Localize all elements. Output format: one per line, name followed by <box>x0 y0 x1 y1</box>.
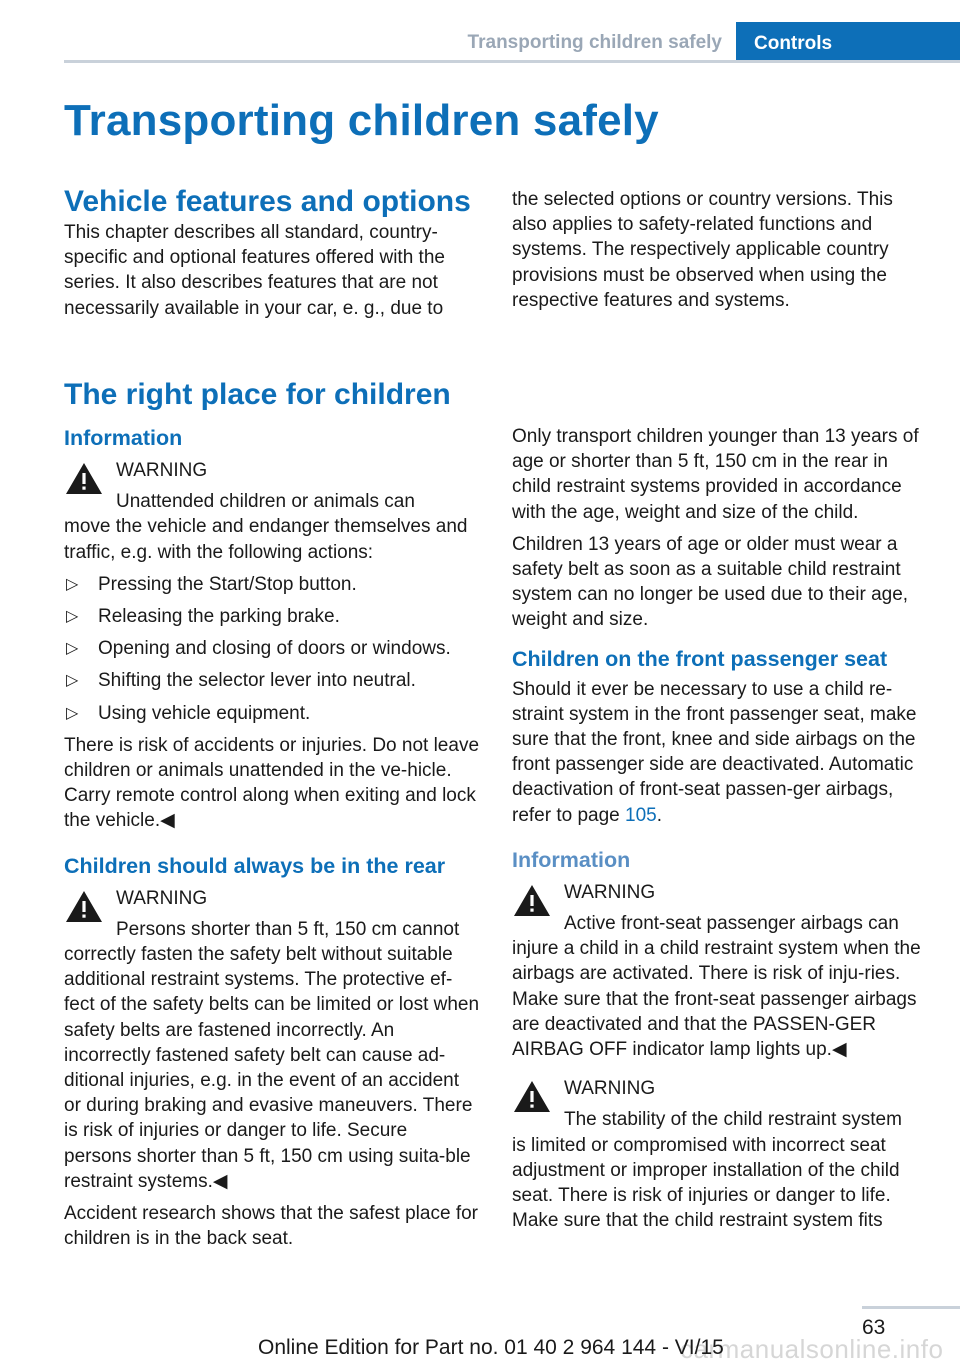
list-item-text: Releasing the parking brake. <box>98 606 340 628</box>
accident-research-text: Accident research shows that the safest place for children is in the back seat. <box>64 1203 478 1250</box>
list-item-text: Opening and closing of doors or windows. <box>98 638 451 660</box>
list-item <box>64 636 480 661</box>
page-title: Transporting children safely <box>64 96 659 145</box>
front-seat-text-body: Should it ever be necessary to use a child re-straint system in the front passenger seat, make sure that the front, knee and side airbags on the front passenger side are deactivated. Automatic deactivation of front-seat passen-ger airbags, refer to page <box>512 678 917 826</box>
right-column <box>512 424 928 1240</box>
footer-divider <box>862 1306 960 1309</box>
warning-text-line: Persons shorter than 5 ft, 150 cm cannot <box>116 918 460 940</box>
list-item <box>64 572 480 597</box>
warning-text: move the vehicle and endanger themselves and traffic, e.g. with the following actions: <box>64 516 468 563</box>
warning-conclusion: There is risk of accidents or injuries. Do not leave children or animals unattended in the ve-hicle. Carry remote control along when exiting and lock the vehicle.◀ <box>64 734 480 832</box>
warning-text: injure a child in a child restraint system when the airbags are activated. There is risk of inju-ries. Make sure that the front-seat passenger airbags are deactivated and that the PASSEN-GER AIRBAG OFF indicator lamp lights up.◀ <box>512 938 921 1061</box>
header-divider <box>64 60 960 63</box>
vehicle-features-left <box>64 184 480 328</box>
list-item-text: Shifting the selector lever into neutral. <box>98 670 416 692</box>
warning-label: WARNING <box>116 460 208 481</box>
warning-text-line: Active front-seat passenger airbags can <box>564 913 899 935</box>
vehicle-features-text-right: the selected options or country versions. This also applies to safety-related functions and systems. The respectively applicable country provisions must be observed when using the respective features and systems. <box>512 189 893 311</box>
footer-edition: Online Edition for Part no. 01 40 2 964 144 - VI/15 <box>258 1336 724 1359</box>
left-column <box>64 424 480 1258</box>
warning-label: WARNING <box>564 1078 656 1100</box>
front-seat-heading: Children on the front passenger seat <box>512 646 888 671</box>
warning-label: WARNING <box>116 887 208 909</box>
rear-transport-text: Only transport children younger than 13 years of age or shorter than 5 ft, 150 cm in the rear in child restraint systems provided in accordance with the age, weight and size of the child. <box>512 426 919 523</box>
warning-short-persons <box>64 886 480 1194</box>
warning-icon <box>512 1078 552 1114</box>
rear-seat-heading: Children should always be in the rear <box>64 853 446 878</box>
warning-text: is limited or compromised with incorrect seat adjustment or improper installation of the child seat. There is risk of injuries or danger to life. Make sure that the child restraint system fits <box>512 1134 900 1232</box>
right-place-heading: The right place for children <box>64 378 451 411</box>
warning-airbags <box>512 880 928 1062</box>
watermark: carmanualsonline.info <box>680 1334 944 1362</box>
right-place-heading-wrap <box>64 377 564 413</box>
header-section-title: Transporting children safely <box>467 32 722 53</box>
list-item <box>64 604 480 629</box>
vehicle-features-heading: Vehicle features and options <box>64 185 471 218</box>
warning-text-line: The stability of the child restraint system <box>564 1109 902 1131</box>
list-item <box>64 701 480 726</box>
information-heading-2: Information <box>512 847 631 872</box>
header-chapter-tab[interactable]: Controls <box>736 22 960 63</box>
vehicle-features-right <box>512 187 928 320</box>
warning-icon <box>512 882 552 918</box>
triangle-bullet-icon: ▷ <box>66 608 79 626</box>
triangle-bullet-icon: ▷ <box>66 640 79 658</box>
warning-label: WARNING <box>564 881 656 903</box>
front-seat-text-end: . <box>656 804 663 826</box>
vehicle-features-text-left: This chapter describes all standard, country-specific and optional features offered with the series. It also describes features that are not necessarily available in your car, e. g., due to <box>64 222 445 319</box>
older-children-text: Children 13 years of age or older must wear a safety belt as soon as a suitable child restraint system can no longer be used due to their age, weight and size. <box>512 533 909 631</box>
list-item-text: Using vehicle equipment. <box>98 702 311 724</box>
warning-icon <box>64 460 104 496</box>
page-reference-link[interactable]: 105 <box>625 804 657 826</box>
warning-text: correctly fasten the safety belt without suitable additional restraint systems. The protective ef-fect of the safety belts can be limited or lost when safety belts are fastened incorrectly. An incorrectly fastened safety belt can cause ad-ditional injuries, e.g. in the event of an accident or during braking and evasive maneuvers. There is risk of injuries or danger to life. Secure persons shorter than 5 ft, 150 cm using suita-ble restraint systems.◀ <box>64 944 480 1192</box>
triangle-bullet-icon: ▷ <box>66 704 79 722</box>
warning-icon <box>64 888 104 924</box>
front-seat-text <box>512 677 928 828</box>
warning-restraint-stability <box>512 1076 928 1233</box>
actions-list <box>64 572 480 726</box>
list-item-text: Pressing the Start/Stop button. <box>98 573 357 595</box>
triangle-bullet-icon: ▷ <box>66 575 79 593</box>
triangle-bullet-icon: ▷ <box>66 672 79 690</box>
page-number: 63 <box>862 1316 886 1339</box>
warning-text-line: Unattended children or animals can <box>116 491 415 513</box>
information-heading: Information <box>64 426 183 450</box>
warning-unattended <box>64 458 480 565</box>
list-item <box>64 668 480 693</box>
